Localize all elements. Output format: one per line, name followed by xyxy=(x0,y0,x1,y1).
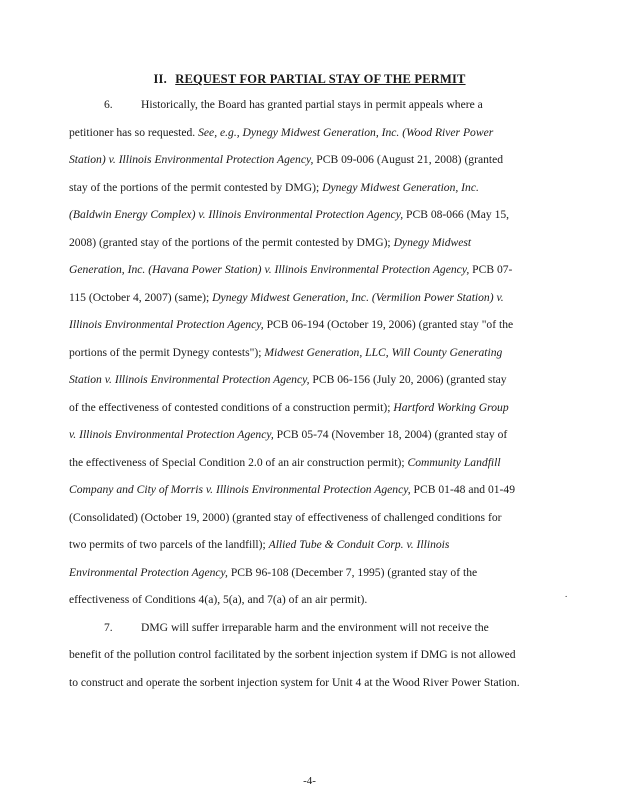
text-run: to construct and operate the sorbent injection system for Unit 4 at the Wood River Power Station. xyxy=(69,675,520,689)
case-citation: (Baldwin Energy Complex) v. Illinois Environmental Protection Agency, xyxy=(69,208,404,221)
case-citation: v. Illinois Environmental Protection Agency, xyxy=(69,428,274,441)
text-run: PCB 06-194 (October 19, 2006) (granted stay "of the xyxy=(263,318,514,331)
text-line xyxy=(69,504,514,532)
text-line xyxy=(69,91,514,119)
text-line xyxy=(69,476,514,504)
text-run: PCB 06-156 (July 20, 2006) (granted stay xyxy=(309,373,507,386)
text-line xyxy=(69,146,514,174)
case-citation: Station) v. Illinois Environmental Protection Agency, xyxy=(69,153,314,166)
text-run: petitioner has so requested. xyxy=(69,125,199,139)
section-heading xyxy=(0,72,619,87)
text-run: benefit of the pollution control facilitated by the sorbent injection system if DMG is not allowed xyxy=(69,648,516,661)
document-body xyxy=(69,91,520,696)
text-run: effectiveness of Conditions 4(a), 5(a), and 7(a) of an air permit). xyxy=(69,593,368,606)
text-line xyxy=(69,256,514,284)
case-citation: Hartford Working Group xyxy=(393,400,509,414)
text-run: two permits of two parcels of the landfill); xyxy=(69,538,269,551)
text-line xyxy=(69,311,514,339)
text-line xyxy=(69,559,514,587)
text-run: portions of the permit Dynegy contests"); xyxy=(69,345,265,359)
text-run: 2008) (granted stay of the portions of the permit contested by DMG); xyxy=(69,235,394,249)
text-run: DMG will suffer irreparable harm and the environment will not receive the xyxy=(141,620,489,634)
text-line xyxy=(69,284,514,312)
text-line xyxy=(69,201,514,229)
text-run: PCB 09-006 (August 21, 2008) (granted xyxy=(313,153,504,166)
section-number: II. xyxy=(153,72,167,86)
case-citation: Station v. Illinois Environmental Protection Agency, xyxy=(69,373,310,386)
text-run: (Consolidated) (October 19, 2000) (granted stay of effectiveness of challenged conditions for xyxy=(69,510,502,524)
case-citation: Dynegy Midwest Generation, Inc. (Vermilion Power Station) v. xyxy=(212,290,504,304)
text-run: of the effectiveness of contested conditions of a construction permit); xyxy=(69,400,394,414)
paragraph-number: 6. xyxy=(104,98,113,111)
case-citation: Company and City of Morris v. Illinois Environmental Protection Agency, xyxy=(69,483,411,496)
text-line xyxy=(69,366,514,394)
text-line xyxy=(69,614,514,642)
text-run: the effectiveness of Special Condition 2.0 of an air construction permit); xyxy=(69,455,408,469)
text-run: stay of the portions of the permit contested by DMG); xyxy=(69,180,323,194)
case-citation: Community Landfill xyxy=(407,455,501,469)
case-citation: Dynegy Midwest xyxy=(393,235,472,249)
case-citation: Environmental Protection Agency, xyxy=(69,565,228,579)
section-title: REQUEST FOR PARTIAL STAY OF THE PERMIT xyxy=(175,72,466,86)
case-citation: Generation, Inc. (Havana Power Station) v. Illinois Environmental Protection Agency, xyxy=(69,263,470,276)
text-line xyxy=(69,119,514,147)
text-run: PCB 96-108 (December 7, 1995) (granted stay of the xyxy=(227,565,478,579)
text-line xyxy=(69,449,514,477)
case-citation: See, e.g., Dynegy Midwest Generation, Inc. (Wood River Power xyxy=(198,125,494,139)
paragraph-number: 7. xyxy=(104,620,113,634)
paragraph xyxy=(69,91,514,614)
case-citation: Midwest Generation, LLC, Will County Generating xyxy=(264,345,503,359)
text-run: Historically, the Board has granted partial stays in permit appeals where a xyxy=(141,98,483,111)
text-line xyxy=(69,394,514,422)
text-line xyxy=(69,641,514,669)
margin-mark: . xyxy=(565,589,568,599)
text-run: 115 (October 4, 2007) (same); xyxy=(69,290,213,304)
text-line xyxy=(69,586,514,614)
paragraph xyxy=(69,614,520,697)
case-citation: Dynegy Midwest Generation, Inc. xyxy=(322,180,479,194)
text-run: PCB 08-066 (May 15, xyxy=(403,208,510,221)
text-line xyxy=(69,339,514,367)
text-run: PCB 05-74 (November 18, 2004) (granted stay of xyxy=(273,428,508,441)
text-line xyxy=(69,174,514,202)
case-citation: Allied Tube & Conduit Corp. v. Illinois xyxy=(268,538,450,551)
text-line xyxy=(69,229,514,257)
page-number: -4- xyxy=(303,775,316,787)
text-line xyxy=(69,531,514,559)
text-line xyxy=(69,421,514,449)
case-citation: Illinois Environmental Protection Agency, xyxy=(69,318,264,331)
text-run: PCB 07- xyxy=(469,263,513,276)
text-run: PCB 01-48 and 01-49 xyxy=(410,483,515,496)
text-line xyxy=(69,669,520,697)
